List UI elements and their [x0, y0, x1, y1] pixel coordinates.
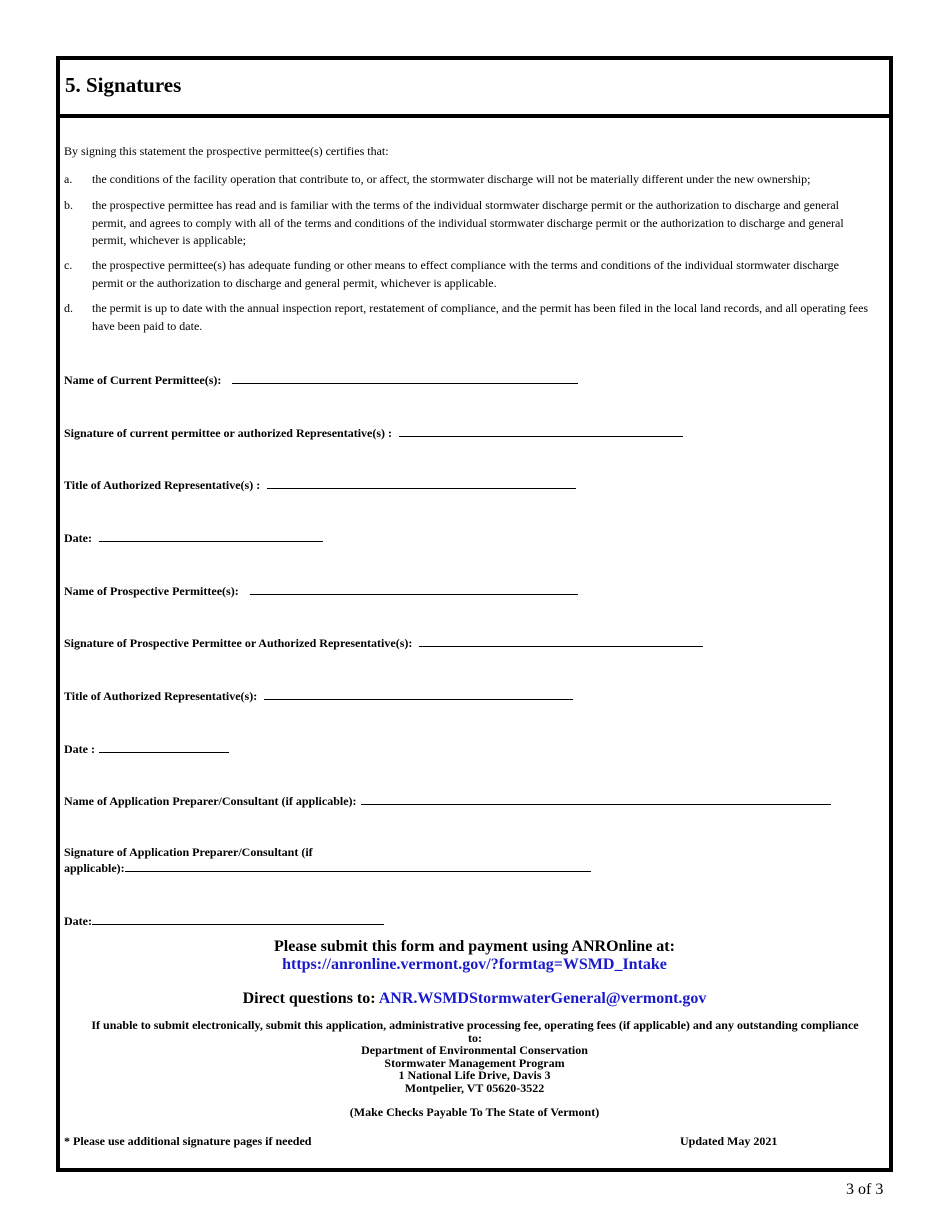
prospective-permittee-name-field: [64, 583, 578, 599]
current-signature-field: [64, 425, 683, 441]
item-letter: b.: [64, 198, 73, 212]
item-text: the conditions of the facility operation that contribute to, or affect, the stormwater discharge will not be materially different under the new ownership;: [92, 172, 811, 186]
address-line-3: 1 National Life Drive, Davis 3: [398, 1068, 551, 1082]
preparer-name-line[interactable]: [361, 793, 831, 805]
form-frame: [56, 56, 893, 1172]
prospective-date-field: [64, 741, 229, 757]
current-signature-line[interactable]: [399, 425, 683, 437]
preparer-date-field: [64, 913, 384, 929]
updated-date: Updated May 2021: [680, 1134, 778, 1148]
address-line-4: Montpelier, VT 05620-3522: [404, 1080, 545, 1095]
field-label: Name of Prospective Permittee(s):: [64, 584, 239, 598]
field-label: Date:: [64, 914, 92, 928]
section-title: 5. Signatures: [65, 73, 182, 97]
field-label-line2: applicable):: [64, 861, 125, 875]
field-label: Title of Authorized Representative(s):: [64, 689, 258, 703]
current-date-field: [64, 530, 323, 546]
current-permittee-name-field: [64, 372, 578, 388]
current-title-line[interactable]: [267, 477, 576, 489]
certification-item-c: [64, 257, 872, 292]
field-label-line1: Signature of Application Preparer/Consultant (if: [64, 845, 313, 859]
item-text: the prospective permittee(s) has adequate funding or other means to effect compliance with the terms and conditions of the individual stormwater discharge permit or the authorization to discharge and general permit, whichever is applicable.: [92, 258, 839, 290]
questions-line: [60, 990, 889, 1008]
current-date-line[interactable]: [99, 530, 323, 542]
prospective-title-field: [64, 688, 573, 704]
field-label: Title of Authorized Representative(s) :: [64, 478, 261, 492]
current-permittee-name-line[interactable]: [232, 372, 578, 384]
field-label: Date :: [64, 742, 95, 756]
preparer-date-line[interactable]: [92, 913, 384, 925]
section-header: [60, 60, 889, 118]
prospective-permittee-name-line[interactable]: [250, 583, 578, 595]
intro-text: By signing this statement the prospective permittee(s) certifies that:: [64, 144, 389, 158]
address-line-1: Department of Environmental Conservation: [361, 1043, 588, 1057]
certification-item-d: [64, 300, 872, 335]
prospective-title-line[interactable]: [264, 688, 573, 700]
preparer-signature-line[interactable]: [125, 860, 591, 872]
prospective-signature-line[interactable]: [419, 635, 703, 647]
field-label: Name of Application Preparer/Consultant (if applicable):: [64, 794, 357, 808]
mail-instructions: If unable to submit electronically, submit this application, administrative processing fee, operating fees (if applicable) and any outstanding compliance to:: [91, 1018, 859, 1045]
checks-note: (Make Checks Payable To The State of Vermont): [349, 1105, 600, 1119]
item-letter: c.: [64, 258, 73, 272]
certification-item-a: [64, 171, 872, 189]
preparer-signature-field: [64, 845, 591, 876]
submission-heading: Please submit this form and payment using ANROnline at:: [274, 938, 675, 955]
field-label: Signature of Prospective Permittee or Authorized Representative(s):: [64, 636, 413, 650]
field-label: Date:: [64, 531, 92, 545]
item-text: the permit is up to date with the annual inspection report, restatement of compliance, and the permit has been filed in the local land records, and all operating fees have been paid to date.: [92, 301, 869, 333]
current-title-field: [64, 477, 576, 493]
address-line-2: Stormwater Management Program: [384, 1055, 565, 1070]
questions-label: Direct questions to:: [242, 990, 376, 1007]
page-number: 3 of 3: [846, 1181, 884, 1198]
field-label: Signature of current permittee or authorized Representative(s) :: [64, 426, 393, 440]
questions-email-link[interactable]: ANR.WSMDStormwaterGeneral@vermont.gov: [378, 990, 707, 1007]
item-letter: d.: [64, 301, 73, 315]
preparer-name-field: [64, 793, 831, 809]
prospective-signature-field: [64, 635, 703, 651]
item-text: the prospective permittee has read and is familiar with the terms of the individual stormwater discharge permit or the authorization to discharge and general permit, and agrees to comply with all of the terms and conditions of the individual stormwater discharge permit or the authorization to discharge and general permit, whichever is applicable;: [92, 198, 844, 247]
certification-item-b: [64, 197, 872, 250]
field-label: Name of Current Permittee(s):: [64, 373, 222, 387]
anronline-link[interactable]: https://anronline.vermont.gov/?formtag=WSMD_Intake: [282, 956, 667, 973]
prospective-date-line[interactable]: [99, 741, 229, 753]
item-letter: a.: [64, 172, 73, 186]
additional-pages-note: * Please use additional signature pages if needed: [64, 1134, 312, 1148]
